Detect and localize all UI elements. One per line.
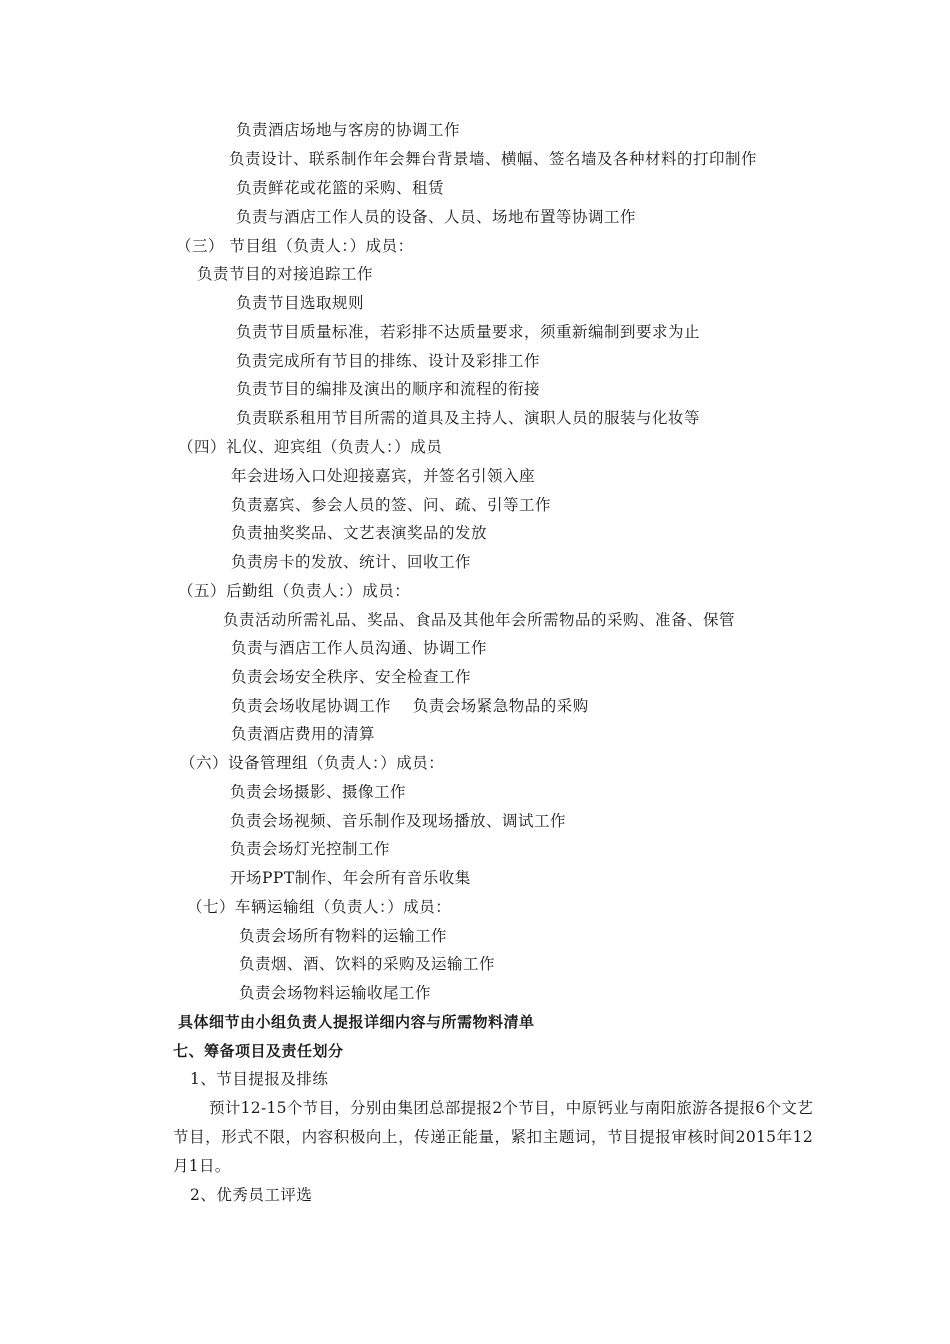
etiquette-item-2: 负责嘉宾、参会人员的签、问、疏、引等工作 [231, 496, 552, 514]
equipment-group-heading: （六）设备管理组（负责人：）成员： [180, 754, 445, 772]
section-7-item-1-body [173, 1094, 813, 1181]
transport-item-2: 负责烟、酒、饮料的采购及运输工作 [239, 955, 496, 973]
etiquette-item-1: 年会进场入口处迎接嘉宾，并签名引领入座 [231, 467, 536, 485]
section-7-item-1-body-text: 预计12-15个节目，分别由集团总部提报2个节目，中原钙业与南阳旅游各提报6个文艺节目，形式不限，内容积极向上，传递正能量，紧扣主题词，节目提报审核时间2015年12月1日。 [173, 1099, 813, 1175]
logistics-item-3: 负责会场安全秩序、安全检查工作 [231, 668, 472, 686]
transport-item-1: 负责会场所有物料的运输工作 [239, 927, 448, 945]
logistics-item-5: 负责酒店费用的清算 [231, 725, 376, 743]
program-item-1: 负责节目选取规则 [236, 294, 365, 312]
program-item-2: 负责节目质量标准，若彩排不达质量要求，须重新编制到要求为止 [236, 323, 701, 341]
equipment-item-4: 开场PPT制作、年会所有音乐收集 [230, 869, 471, 887]
logistics-group-heading: （五）后勤组（负责人：）成员： [178, 582, 411, 600]
section-7-item-2-title: 2、优秀员工评选 [190, 1186, 313, 1204]
etiquette-group-heading: （四）礼仪、迎宾组（负责人：）成员 [178, 438, 443, 456]
hotel-item-1: 负责酒店场地与客房的协调工作 [236, 121, 461, 139]
logistics-item-4: 负责会场收尾协调工作 负责会场紧急物品的采购 [231, 697, 589, 715]
section-7-item-1-title: 1、节目提报及排练 [190, 1070, 329, 1088]
program-item-3: 负责完成所有节目的排练、设计及彩排工作 [236, 352, 541, 370]
hotel-item-3: 负责鲜花或花篮的采购、租赁 [236, 179, 445, 197]
hotel-item-4: 负责与酒店工作人员的设备、人员、场地布置等协调工作 [236, 208, 637, 226]
section-7-title: 七、筹备项目及责任划分 [173, 1042, 344, 1060]
equipment-item-1: 负责会场摄影、摄像工作 [230, 783, 407, 801]
program-group-heading: （三） 节目组（负责人：）成员： [176, 237, 414, 255]
equipment-item-3: 负责会场灯光控制工作 [230, 840, 391, 858]
program-item-4: 负责节目的编排及演出的顺序和流程的衔接 [236, 380, 541, 398]
etiquette-item-3: 负责抽奖奖品、文艺表演奖品的发放 [231, 524, 488, 542]
program-item-5: 负责联系租用节目所需的道具及主持人、演职人员的服装与化妆等 [236, 409, 701, 427]
transport-group-heading: （七）车辆运输组（负责人：）成员： [187, 898, 452, 916]
equipment-item-2: 负责会场视频、音乐制作及现场播放、调试工作 [230, 812, 567, 830]
logistics-item-1: 负责活动所需礼品、奖品、食品及其他年会所需物品的采购、准备、保管 [223, 611, 736, 629]
program-group-lead: 负责节目的对接追踪工作 [197, 265, 374, 283]
logistics-item-2: 负责与酒店工作人员沟通、协调工作 [231, 639, 488, 657]
etiquette-item-4: 负责房卡的发放、统计、回收工作 [231, 553, 472, 571]
details-note: 具体细节由小组负责人提报详细内容与所需物料清单 [178, 1013, 535, 1031]
hotel-item-2: 负责设计、联系制作年会舞台背景墙、横幅、签名墙及各种材料的打印制作 [229, 150, 758, 168]
transport-item-3: 负责会场物料运输收尾工作 [239, 984, 432, 1002]
